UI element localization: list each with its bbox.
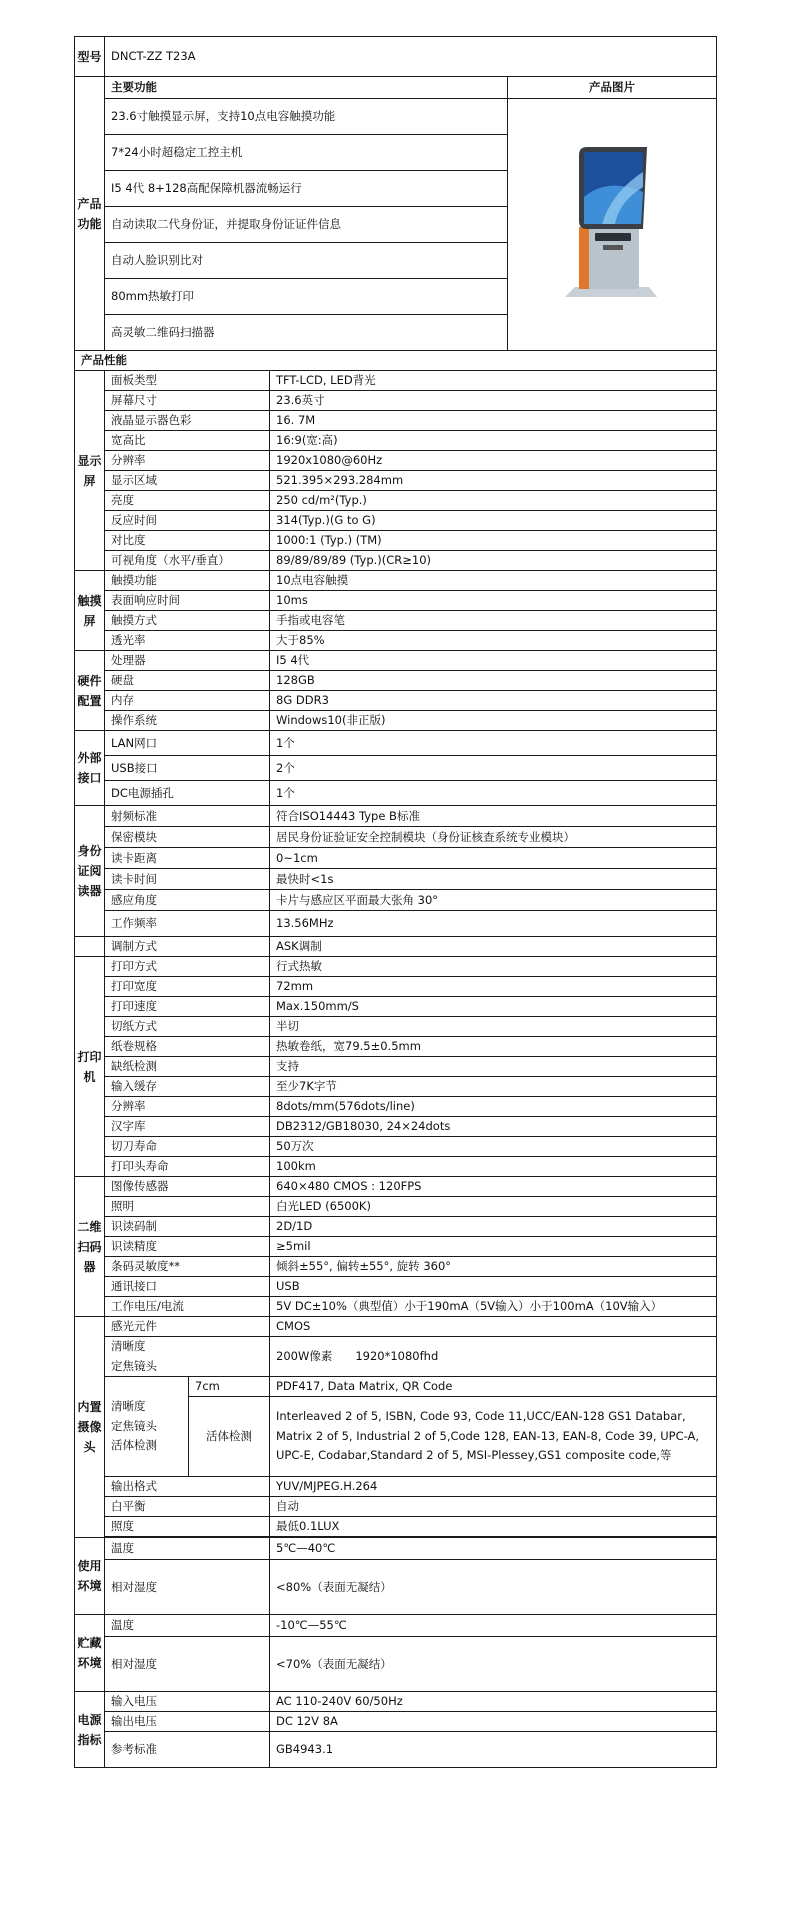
liveness-label: 活体检测 xyxy=(189,1397,270,1477)
spec-value: 2D/1D xyxy=(270,1217,717,1237)
spec-value: ASK调制 xyxy=(270,937,717,957)
main-function-header: 主要功能 xyxy=(105,77,508,99)
spec-key: 相对湿度 xyxy=(105,1637,270,1692)
spec-key: USB接口 xyxy=(105,756,270,781)
spec-key: 白平衡 xyxy=(105,1497,270,1517)
spec-value: AC 110-240V 60/50Hz xyxy=(270,1692,717,1712)
spec-value: 8dots/mm(576dots/line) xyxy=(270,1097,717,1117)
spec-value: 至少7K字节 xyxy=(270,1077,717,1097)
spec-key: 参考标准 xyxy=(105,1732,270,1768)
spec-value: Windows10(非正版) xyxy=(270,711,717,731)
spec-key: 打印速度 xyxy=(105,997,270,1017)
product-image-cell xyxy=(508,99,717,351)
use-env-label: 使用环境 xyxy=(75,1538,105,1615)
spec-value: ≥5mil xyxy=(270,1237,717,1257)
function-item: 80mm热敏打印 xyxy=(105,279,508,315)
spec-key: 工作电压/电流 xyxy=(105,1297,270,1317)
spec-value: 白光LED (6500K) xyxy=(270,1197,717,1217)
spec-key: 表面响应时间 xyxy=(105,591,270,611)
spec-value: TFT-LCD, LED背光 xyxy=(270,371,717,391)
spec-value: PDF417, Data Matrix, QR Code xyxy=(270,1377,717,1397)
spec-value: 5V DC±10%（典型值）小于190mA（5V输入）小于100mA（10V输入） xyxy=(270,1297,717,1317)
spec-value: 5℃—40℃ xyxy=(270,1538,717,1560)
spec-key: 照明 xyxy=(105,1197,270,1217)
function-item: 自动人脸识别比对 xyxy=(105,243,508,279)
touch-label: 触摸屏 xyxy=(75,571,105,651)
spec-value: 89/89/89/89 (Typ.)(CR≥10) xyxy=(270,551,717,571)
kiosk-product-image xyxy=(557,137,667,307)
spec-key: 可视角度（水平/垂直） xyxy=(105,551,270,571)
model-value: DNCT-ZZ T23A xyxy=(105,37,717,77)
spec-key: 透光率 xyxy=(105,631,270,651)
spec-value: 支持 xyxy=(270,1057,717,1077)
spec-value: 72mm xyxy=(270,977,717,997)
spec-key: 输入缓存 xyxy=(105,1077,270,1097)
spec-value: -10℃—55℃ xyxy=(270,1615,717,1637)
function-item: 23.6寸触摸显示屏，支持10点电容触摸功能 xyxy=(105,99,508,135)
spec-value: YUV/MJPEG.H.264 xyxy=(270,1477,717,1497)
spec-value: DC 12V 8A xyxy=(270,1712,717,1732)
spec-value: 最低0.1LUX xyxy=(270,1517,717,1537)
spec-value: 314(Typ.)(G to G) xyxy=(270,511,717,531)
spec-key: 打印宽度 xyxy=(105,977,270,997)
spec-value: 13.56MHz xyxy=(270,911,717,937)
function-item: 自动读取二代身份证，并提取身份证证件信息 xyxy=(105,207,508,243)
spec-key: 调制方式 xyxy=(105,937,270,957)
spec-value: 最快时<1s xyxy=(270,869,717,890)
camera-label: 内置摄像头 xyxy=(75,1317,105,1538)
spec-value: 100km xyxy=(270,1157,717,1177)
model-label: 型号 xyxy=(75,37,105,77)
liveness-value: Interleaved 2 of 5, ISBN, Code 93, Code 11,UCC/EAN-128 GS1 Databar, Matrix 2 of 5, Industrial 2 of 5,Code 128, EAN-13, EAN-8, Code 39, UPC-A, UPC-E, Codabar,Standard 2 of 5, MSI-Plessey,GS1 composite code,等 xyxy=(270,1397,717,1477)
spec-key: LAN网口 xyxy=(105,731,270,756)
power-label: 电源指标 xyxy=(75,1692,105,1768)
group-clarity-label: 清晰度 xyxy=(111,1399,146,1414)
spec-value: <70%（表面无凝结） xyxy=(270,1637,717,1692)
camera-clarity-key xyxy=(105,1337,270,1377)
spec-value: 23.6英寸 xyxy=(270,391,717,411)
spec-key: 缺纸检测 xyxy=(105,1057,270,1077)
spec-value: I5 4代 xyxy=(270,651,717,671)
spec-value: USB xyxy=(270,1277,717,1297)
spec-value: Max.150mm/S xyxy=(270,997,717,1017)
spec-key: 显示区域 xyxy=(105,471,270,491)
spec-key: 液晶显示器色彩 xyxy=(105,411,270,431)
spec-key: 工作频率 xyxy=(105,911,270,937)
spec-key: 输出电压 xyxy=(105,1712,270,1732)
spec-key: 分辨率 xyxy=(105,1097,270,1117)
spec-key: 图像传感器 xyxy=(105,1177,270,1197)
spec-key: 切纸方式 xyxy=(105,1017,270,1037)
spec-key: 相对湿度 xyxy=(105,1560,270,1615)
clarity-label: 清晰度 xyxy=(111,1339,146,1353)
spec-key: 汉字库 xyxy=(105,1117,270,1137)
spec-key: 面板类型 xyxy=(105,371,270,391)
scanner-label: 二维扫码器 xyxy=(75,1177,105,1317)
spec-key: 射频标准 xyxy=(105,806,270,827)
spec-key: 温度 xyxy=(105,1615,270,1637)
performance-title: 产品性能 xyxy=(75,351,717,371)
spec-key: 反应时间 xyxy=(105,511,270,531)
function-item: 7*24小时超稳定工控主机 xyxy=(105,135,508,171)
spec-value: 行式热敏 xyxy=(270,957,717,977)
spec-key: 触摸功能 xyxy=(105,571,270,591)
spec-value: 0~1cm xyxy=(270,848,717,869)
spec-key: 保密模块 xyxy=(105,827,270,848)
spec-value: 640×480 CMOS : 120FPS xyxy=(270,1177,717,1197)
spec-value: 符合ISO14443 Type B标准 xyxy=(270,806,717,827)
display-label: 显示屏 xyxy=(75,371,105,571)
hardware-label: 硬件配置 xyxy=(75,651,105,731)
spec-key: 打印方式 xyxy=(105,957,270,977)
focus-label: 定焦镜头 xyxy=(111,1358,157,1373)
spec-sheet xyxy=(74,36,716,1768)
spec-value: 16:9(宽:高) xyxy=(270,431,717,451)
spec-value: 大于85% xyxy=(270,631,717,651)
spec-value: 1个 xyxy=(270,781,717,806)
printer-label: 打印机 xyxy=(75,957,105,1177)
spec-key: 通讯接口 xyxy=(105,1277,270,1297)
spec-key: 操作系统 xyxy=(105,711,270,731)
group-focus-label: 定焦镜头 xyxy=(111,1418,157,1433)
spec-value: 热敏卷纸，宽79.5±0.5mm xyxy=(270,1037,717,1057)
spec-key: 识读精度 xyxy=(105,1237,270,1257)
spec-key: 读卡时间 xyxy=(105,869,270,890)
function-item: I5 4代 8+128高配保障机器流畅运行 xyxy=(105,171,508,207)
idreader-label: 身份证阅读器 xyxy=(75,806,105,937)
spec-value: CMOS xyxy=(270,1317,717,1337)
spec-key: 内存 xyxy=(105,691,270,711)
spec-value: 1000:1 (Typ.) (TM) xyxy=(270,531,717,551)
spec-value: 居民身份证验证安全控制模块（身份证核查系统专业模块） xyxy=(270,827,717,848)
spec-key: 识读码制 xyxy=(105,1217,270,1237)
spec-key: 感光元件 xyxy=(105,1317,270,1337)
spec-key: 亮度 xyxy=(105,491,270,511)
spec-value: 10点电容触摸 xyxy=(270,571,717,591)
product-function-label: 产品功能 xyxy=(75,77,105,351)
spec-value: 1920x1080@60Hz xyxy=(270,451,717,471)
spec-key: 读卡距离 xyxy=(105,848,270,869)
camera-group-key xyxy=(105,1377,189,1477)
spec-key: 屏幕尺寸 xyxy=(105,391,270,411)
spec-key: 触摸方式 xyxy=(105,611,270,631)
spec-value: 10ms xyxy=(270,591,717,611)
spec-value: 200W像素 1920*1080fhd xyxy=(270,1337,717,1377)
spec-key: 输出格式 xyxy=(105,1477,270,1497)
spec-key: 处理器 xyxy=(105,651,270,671)
spec-value: 50万次 xyxy=(270,1137,717,1157)
spec-key: 照度 xyxy=(105,1517,270,1537)
spec-value: 1个 xyxy=(270,731,717,756)
function-item: 高灵敏二维码扫描器 xyxy=(105,315,508,351)
spec-key: DC电源插孔 xyxy=(105,781,270,806)
spec-value: DB2312/GB18030, 24×24dots xyxy=(270,1117,717,1137)
spec-key: 分辨率 xyxy=(105,451,270,471)
spec-key: 对比度 xyxy=(105,531,270,551)
spec-key: 温度 xyxy=(105,1538,270,1560)
spec-key: 输入电压 xyxy=(105,1692,270,1712)
spec-value: 16. 7M xyxy=(270,411,717,431)
spec-value: 倾斜±55°, 偏转±55°, 旋转 360° xyxy=(270,1257,717,1277)
spec-value: 半切 xyxy=(270,1017,717,1037)
spec-value: 2个 xyxy=(270,756,717,781)
ports-label: 外部接口 xyxy=(75,731,105,806)
spec-value: <80%（表面无凝结） xyxy=(270,1560,717,1615)
spec-key: 切刀寿命 xyxy=(105,1137,270,1157)
spec-value: 自动 xyxy=(270,1497,717,1517)
spec-table xyxy=(74,36,717,1768)
distance-label: 7cm xyxy=(189,1377,270,1397)
spec-key: 宽高比 xyxy=(105,431,270,451)
spec-key: 感应角度 xyxy=(105,890,270,911)
blank-cell xyxy=(75,937,105,957)
spec-value: 250 cd/m²(Typ.) xyxy=(270,491,717,511)
spec-key: 硬盘 xyxy=(105,671,270,691)
spec-key: 条码灵敏度** xyxy=(105,1257,270,1277)
spec-value: 8G DDR3 xyxy=(270,691,717,711)
spec-value: 128GB xyxy=(270,671,717,691)
spec-value: 521.395×293.284mm xyxy=(270,471,717,491)
spec-value: 手指或电容笔 xyxy=(270,611,717,631)
storage-env-label: 贮藏环境 xyxy=(75,1615,105,1692)
group-liveness-label: 活体检测 xyxy=(111,1438,157,1453)
spec-value: 卡片与感应区平面最大张角 30° xyxy=(270,890,717,911)
spec-key: 打印头寿命 xyxy=(105,1157,270,1177)
spec-value: GB4943.1 xyxy=(270,1732,717,1768)
spec-key: 纸卷规格 xyxy=(105,1037,270,1057)
product-image-header: 产品图片 xyxy=(508,77,717,99)
